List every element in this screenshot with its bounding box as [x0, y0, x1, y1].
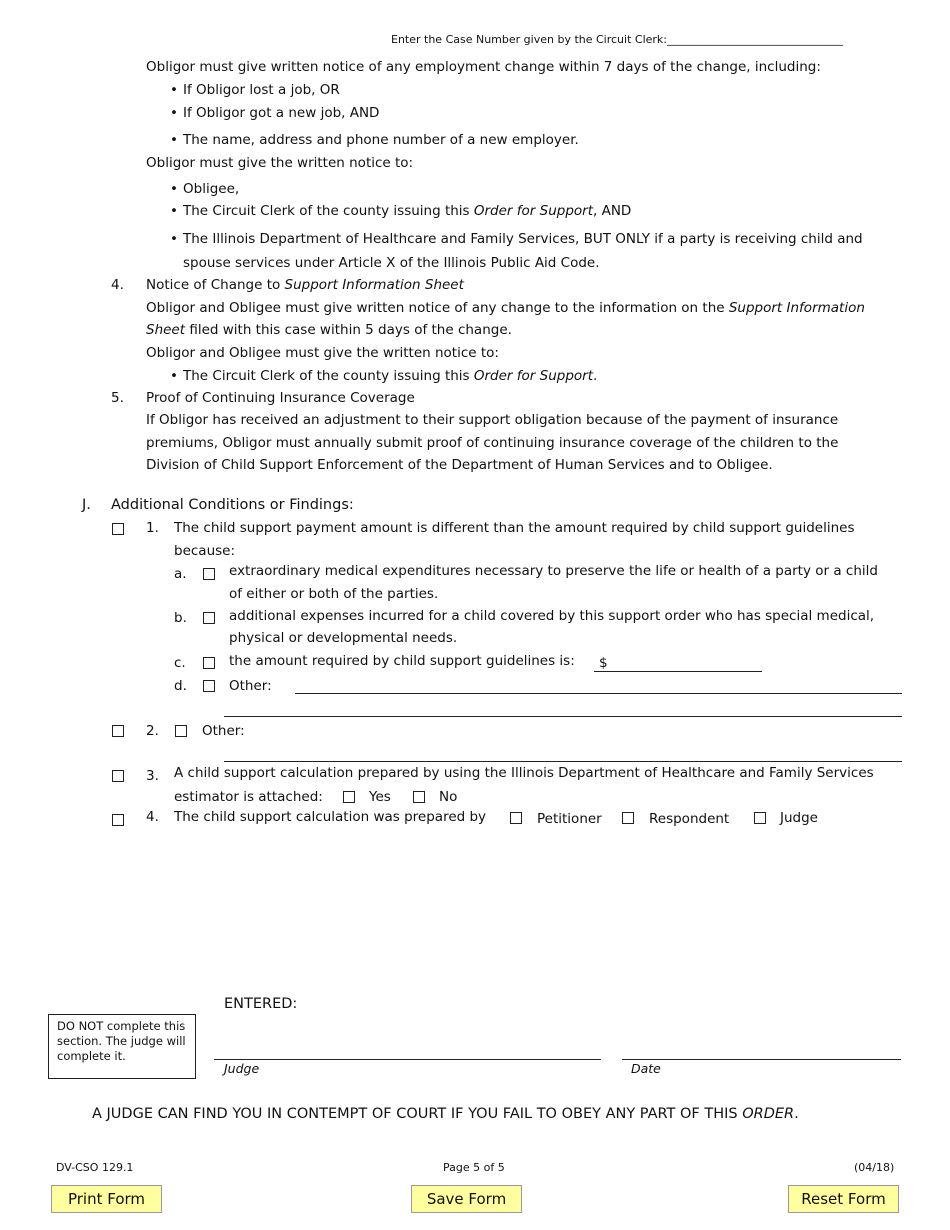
- list-item: • If Obligor got a new job, AND: [183, 105, 379, 121]
- paragraph-line: Obligor and Obligee must give written notice of any change to the information on the Support Information: [146, 300, 865, 316]
- notice-to-heading: Obligor must give the written notice to:: [146, 155, 414, 171]
- section-number: 4.: [111, 277, 124, 293]
- paragraph-line: Division of Child Support Enforcement of the Department of Human Services and to Obligee.: [146, 457, 773, 473]
- paragraph-line: The child support payment amount is different than the amount required by child support guidelines: [174, 520, 855, 536]
- section-number: 5.: [111, 390, 124, 406]
- section-title: Additional Conditions or Findings:: [111, 497, 354, 513]
- employment-intro: Obligor must give written notice of any employment change within 7 days of the change, including:: [146, 59, 821, 75]
- section-title: Notice of Change to Support Information Sheet: [146, 277, 464, 293]
- judge-only-note: DO NOT complete this section. The judge will complete it.: [48, 1014, 196, 1079]
- form-id: DV-CSO 129.1: [56, 1161, 134, 1174]
- case-number-label: Enter the Case Number given by the Circuit Clerk:________________________________: [391, 33, 843, 46]
- list-item: • The Circuit Clerk of the county issuing this Order for Support.: [183, 368, 597, 384]
- item-4-checkbox[interactable]: [112, 814, 124, 826]
- list-item: • The Circuit Clerk of the county issuing this Order for Support, AND: [183, 203, 631, 219]
- list-item: • The Illinois Department of Healthcare and Family Services, BUT ONLY if a party is receiving child and: [183, 231, 863, 247]
- list-item: • If Obligor lost a job, OR: [183, 82, 340, 98]
- judge-label: Judge: [224, 1061, 260, 1076]
- section-title: Proof of Continuing Insurance Coverage: [146, 390, 415, 406]
- paragraph-line: extraordinary medical expenditures necessary to preserve the life or health of a party or a child: [229, 563, 878, 579]
- paragraph-line: because:: [174, 543, 236, 559]
- judge-checkbox[interactable]: [754, 812, 766, 824]
- paragraph-line: A child support calculation prepared by using the Illinois Department of Healthcare and Family Services: [174, 765, 874, 781]
- subitem-letter: d.: [174, 678, 187, 694]
- currency-symbol: $: [599, 655, 608, 671]
- judge-signature-field[interactable]: [214, 1059, 601, 1060]
- item-number: 3.: [146, 768, 159, 784]
- subitem-letter: b.: [174, 610, 187, 626]
- case-number-field[interactable]: ________________________________: [667, 33, 843, 46]
- item-2-checkbox[interactable]: [112, 725, 124, 737]
- other-label: Other:: [202, 723, 245, 739]
- revision-date: (04/18): [854, 1161, 895, 1174]
- no-checkbox[interactable]: [413, 791, 425, 803]
- subitem-letter: c.: [174, 655, 186, 671]
- guideline-amount-field[interactable]: [594, 671, 762, 672]
- petitioner-label: Petitioner: [537, 811, 602, 827]
- item-2-other-field[interactable]: [224, 761, 902, 762]
- print-form-button[interactable]: Print Form: [51, 1185, 162, 1213]
- item-1d-checkbox[interactable]: [203, 680, 215, 692]
- date-label: Date: [631, 1061, 661, 1076]
- item-1d-other-field-line2[interactable]: [224, 716, 902, 717]
- respondent-checkbox[interactable]: [622, 812, 634, 824]
- item-1a-checkbox[interactable]: [203, 568, 215, 580]
- no-label: No: [439, 789, 458, 805]
- page-number: Page 5 of 5: [443, 1161, 505, 1174]
- item-2-other-checkbox[interactable]: [175, 725, 187, 737]
- subitem-letter: a.: [174, 566, 187, 582]
- paragraph-line: estimator is attached:: [174, 789, 323, 805]
- item-number: 2.: [146, 723, 159, 739]
- section-letter: J.: [82, 497, 91, 513]
- item-1b-checkbox[interactable]: [203, 612, 215, 624]
- paragraph-line: The child support calculation was prepared by: [174, 809, 487, 825]
- item-number: 1.: [146, 520, 159, 536]
- paragraph-line: Sheet filed with this case within 5 days of the change.: [146, 322, 512, 338]
- item-1d-other-field[interactable]: [295, 693, 902, 694]
- paragraph-line: premiums, Obligor must annually submit proof of continuing insurance coverage of the children to the: [146, 435, 839, 451]
- respondent-label: Respondent: [649, 811, 730, 827]
- list-item: • Obligee,: [183, 181, 239, 197]
- paragraph-line: additional expenses incurred for a child covered by this support order who has special medical,: [229, 608, 875, 624]
- yes-label: Yes: [369, 789, 391, 805]
- item-number: 4.: [146, 809, 159, 825]
- reset-form-button[interactable]: Reset Form: [788, 1185, 899, 1213]
- guideline-amount-label: the amount required by child support guidelines is:: [229, 653, 575, 669]
- list-item: • The name, address and phone number of a new employer.: [183, 132, 579, 148]
- save-form-button[interactable]: Save Form: [411, 1185, 522, 1213]
- paragraph-line: If Obligor has received an adjustment to their support obligation because of the payment of insurance: [146, 412, 839, 428]
- entered-label: ENTERED:: [224, 996, 298, 1012]
- judge-option-label: Judge: [780, 810, 818, 826]
- yes-checkbox[interactable]: [343, 791, 355, 803]
- contempt-warning: A JUDGE CAN FIND YOU IN CONTEMPT OF COURT IF YOU FAIL TO OBEY ANY PART OF THIS ORDER.: [92, 1106, 799, 1122]
- item-1c-checkbox[interactable]: [203, 657, 215, 669]
- petitioner-checkbox[interactable]: [510, 812, 522, 824]
- list-item-continuation: spouse services under Article X of the Illinois Public Aid Code.: [183, 255, 600, 271]
- date-field[interactable]: [622, 1059, 901, 1060]
- notice-to-heading: Obligor and Obligee must give the written notice to:: [146, 345, 499, 361]
- other-label: Other:: [229, 678, 272, 694]
- item-1-checkbox[interactable]: [112, 523, 124, 535]
- item-3-checkbox[interactable]: [112, 770, 124, 782]
- paragraph-line: physical or developmental needs.: [229, 630, 458, 646]
- paragraph-line: of either or both of the parties.: [229, 586, 439, 602]
